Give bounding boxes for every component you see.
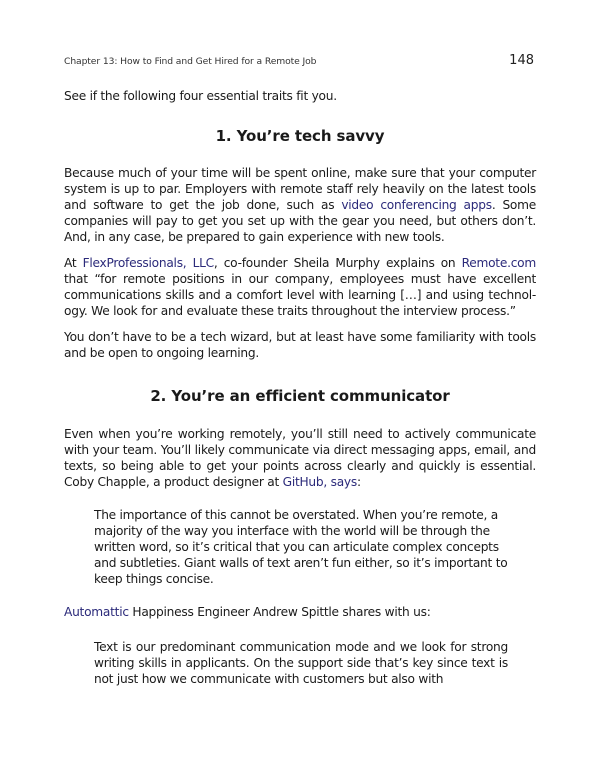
section-heading-tech-savvy: 1. You’re tech savvy [215,127,385,145]
page-header [64,53,534,68]
link-automattic[interactable]: Automattic [64,605,129,619]
paragraph-communicator-2: Automattic Happiness Engineer Andrew Spittle shares with us: [64,605,431,619]
page-number: 148 [509,53,534,68]
intro-paragraph: See if the following four essential traits fit you. [64,89,337,103]
running-title: Chapter 13: How to Find and Get Hired for a Remote Job [64,56,317,67]
quote-text: The importance of this cannot be overstated. When you’re remote, a majority of the way you interface with the world will be through the written word, so it’s critical that you can articulate complex concepts and subtleties. Giant walls of text aren’t fun either, so it’s important to keep things concise. [94,508,508,586]
paragraph-communicator-1: Even when you’re working remotely, you’ll still need to actively communicate with your team. You’ll likely communicate via direct messaging apps, email, and texts, so being able to get your points across clearly and quickly is essential. Coby Chapple, a product designer at GitHub, says: [64,427,536,489]
page-content [64,88,536,687]
blockquote-coby-chapple [64,507,536,587]
paragraph-tech-savvy-1: Because much of your time will be spent online, make sure that your computer system is up to par. Employers with remote staff rely heavily on the latest tools and software to get the job done, such as video conferencing apps. Some companies will pay to get you set up with the gear you need, but others don’t. And, in any case, be prepared to gain experience with new tools. [64,166,537,244]
link-flexprofessionals[interactable]: FlexProfessionals, LLC [82,256,214,270]
paragraph-tech-savvy-3: You don’t have to be a tech wizard, but at least have some familiarity with tools and be open to ongoing learning. [64,330,536,360]
paragraph-tech-savvy-2: At FlexProfessionals, LLC, co-founder Sheila Murphy explains on Remote.com that “for remote positions in our company, employees must have excellent communications skills and a comfort level with learning […] and using technol-ogy. We look for and evaluate these traits throughout the interview process.” [64,256,536,318]
blockquote-andrew-spittle [64,639,536,687]
link-video-conferencing-apps[interactable]: video conferencing apps [341,198,492,212]
link-github[interactable]: GitHub, says [282,475,357,489]
quote-text: Text is our predominant communication mode and we look for strong writing skills in applicants. On the support side that’s key since text is not just how we communicate with customers but also with [94,640,508,686]
section-heading-communicator: 2. You’re an efficient communicator [150,387,450,405]
link-remote-com[interactable]: Remote.com [461,256,536,270]
